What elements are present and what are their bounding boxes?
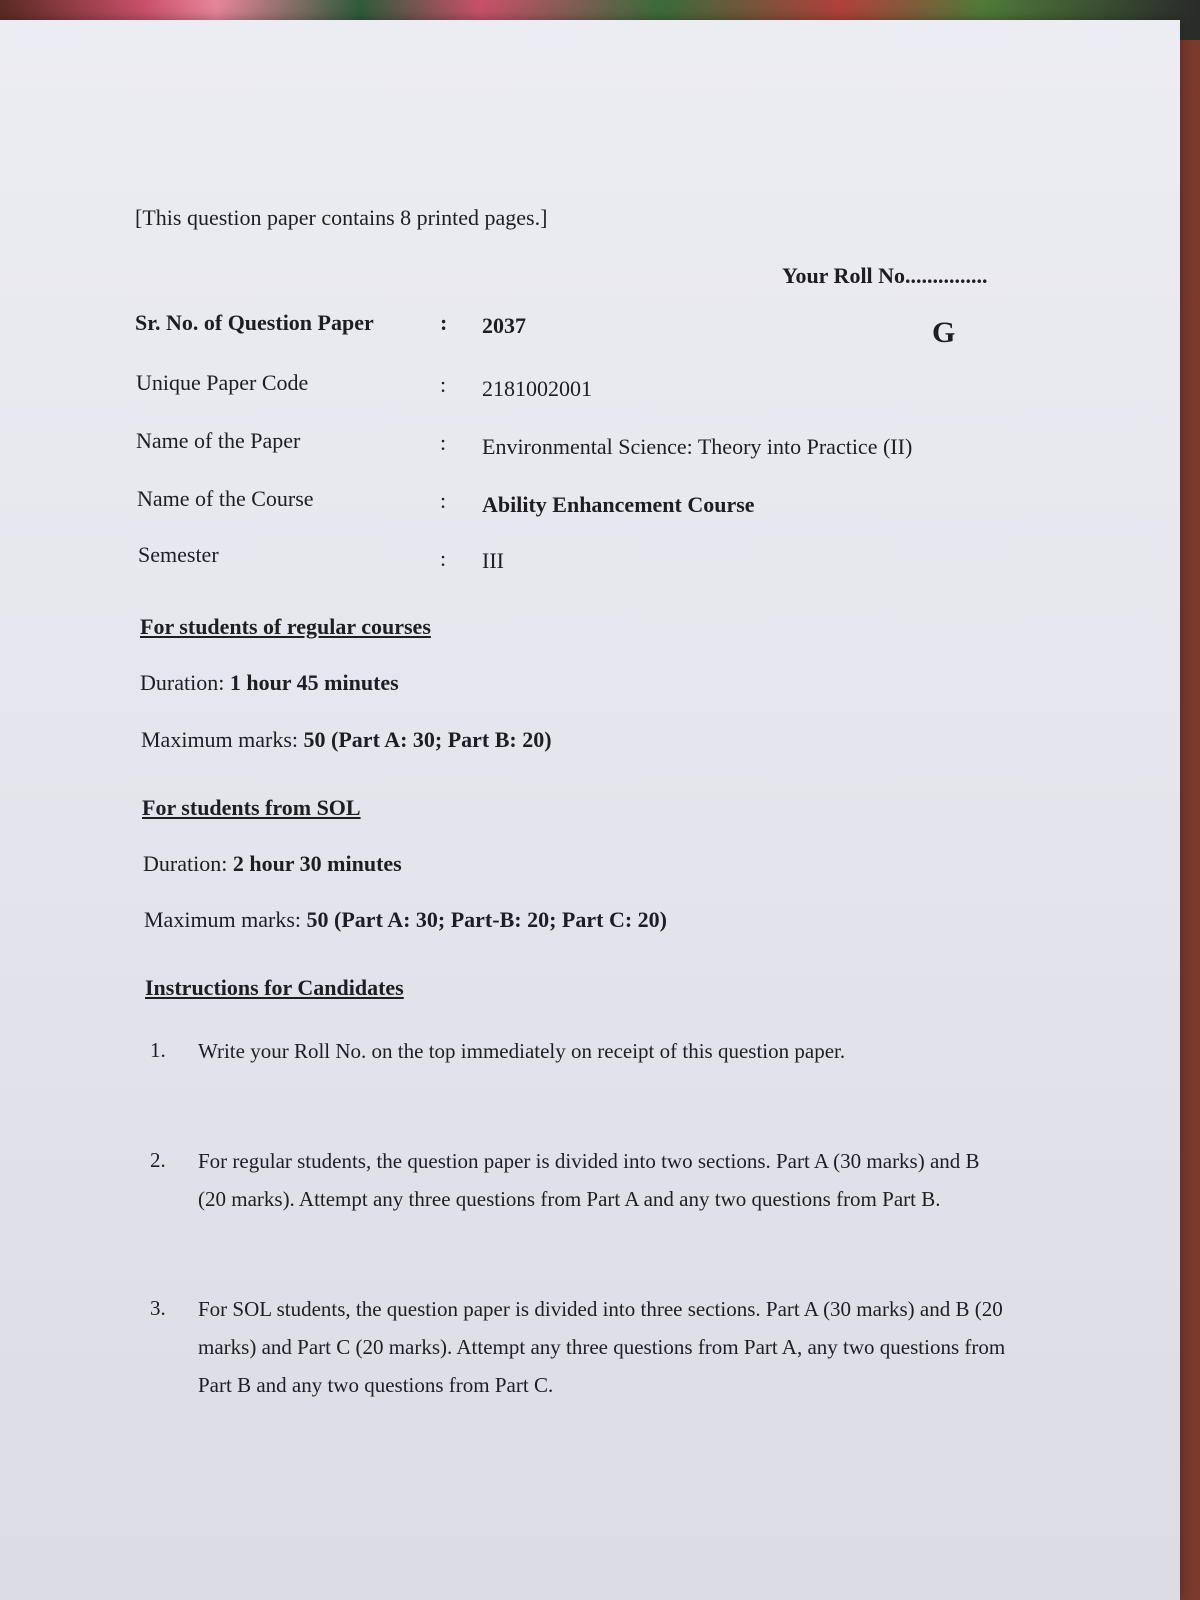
detail-colon: : [440,546,447,571]
question-paper-sheet [0,20,1180,1600]
set-code: G [932,316,956,349]
sol-marks-label: Maximum marks: [144,907,302,932]
instructions-heading: Instructions for Candidates [145,975,404,1000]
instruction-item: For regular students, the question paper is divided into two sections. Part A (30 marks) and B (20 marks). Attempt any three questions from Part A and any two questions from Part B. [198,1149,980,1211]
detail-colon: : [440,488,447,513]
sol-duration [143,851,402,877]
detail-colon: : [440,430,447,455]
instruction-number: 1. [150,1038,166,1062]
regular-marks-label: Maximum marks: [141,727,299,752]
sol-marks [144,907,667,933]
regular-duration-label: Duration: [140,670,225,695]
instruction-item: Write your Roll No. on the top immediately on receipt of this question paper. [198,1039,846,1063]
regular-duration [140,670,399,696]
instruction-item: For SOL students, the question paper is divided into three sections. Part A (30 marks) and B (20 marks) and Part C (20 marks). Attempt any three questions from Part A, any two questions from Part B and any two questions from Part C. [198,1297,1006,1397]
sol-heading: For students from SOL [142,795,361,820]
pages-note: [This question paper contains 8 printed pages.] [135,205,548,230]
regular-heading: For students of regular courses [140,614,431,639]
instruction-number: 2. [150,1148,166,1172]
sol-marks-value: 50 (Part A: 30; Part-B: 20; Part C: 20) [306,907,667,932]
detail-value-paper-code: 2181002001 [482,376,592,401]
regular-marks-value: 50 (Part A: 30; Part B: 20) [303,727,552,752]
sol-duration-value: 2 hour 30 minutes [232,851,402,876]
detail-label-sr-no: Sr. No. of Question Paper [135,310,374,335]
detail-label-course: Name of the Course [137,486,314,511]
roll-no-field: Your Roll No............... [782,263,988,288]
detail-value-paper-name: Environmental Science: Theory into Practice (II) [482,434,913,459]
detail-label-paper-code: Unique Paper Code [136,370,309,395]
regular-duration-value: 1 hour 45 minutes [229,670,399,695]
detail-value-sr-no: 2037 [482,313,526,338]
detail-label-semester: Semester [138,542,219,567]
detail-colon: : [440,310,448,335]
regular-marks [141,727,552,753]
detail-value-semester: III [482,548,504,573]
sol-duration-label: Duration: [143,851,228,876]
instruction-number: 3. [150,1296,166,1320]
detail-label-paper-name: Name of the Paper [136,428,301,453]
detail-value-course: Ability Enhancement Course [482,492,755,517]
detail-colon: : [440,372,447,397]
